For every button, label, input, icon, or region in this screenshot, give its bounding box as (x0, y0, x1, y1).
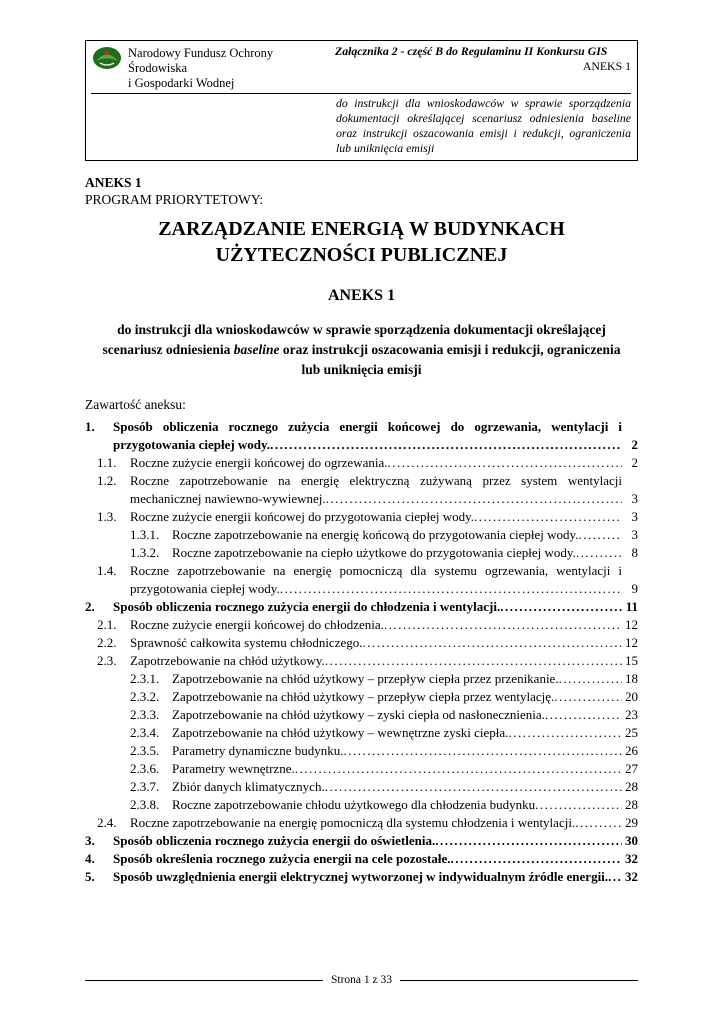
toc-entry-number: 2.3.6. (130, 760, 160, 776)
organization-name-line1: Narodowy Fundusz Ochrony Środowiska (128, 46, 274, 75)
toc-entry (97, 814, 638, 832)
toc-entry-text: Sposób obliczenia rocznego zużycia energii do oświetlenia. ..... (113, 833, 435, 848)
toc-entry (85, 598, 638, 616)
toc-entry-page: 25 (625, 724, 638, 740)
toc-entry-text: Roczne zapotrzebowanie na energię pomocniczą dla systemu chłodzenia i wentylacji. ..... (130, 815, 575, 830)
organization-name-line2: i Gospodarki Wodnej (128, 76, 235, 90)
toc-entry-page: 32 (625, 868, 638, 884)
toc-entry-body (113, 418, 622, 454)
toc-entry-text: Zapotrzebowanie na chłód użytkowy. ..... (130, 653, 325, 668)
footer-rule-right (400, 980, 638, 981)
toc-entry-page: 12 (625, 616, 638, 632)
toc-entry (85, 850, 638, 868)
subtitle-note (96, 320, 627, 381)
subtitle-note-after: oraz instrukcji oszacowania emisji i redukcji, ograniczenia lub uniknięcia emisji (279, 342, 621, 378)
toc-entry (97, 508, 638, 526)
program-heading: PROGRAM PRIORYTETOWY: (85, 192, 264, 208)
toc-entry-number: 2. (85, 598, 95, 614)
toc-entry-text: Parametry dynamiczne budynku. ..... (172, 743, 343, 758)
toc-entry-text: Zapotrzebowanie na chłód użytkowy – wewnętrzne zyski ciepła. ..... (172, 725, 508, 740)
toc-entry-number: 2.3.3. (130, 706, 160, 722)
toc-entry-number: 1. (85, 418, 95, 434)
toc-entry-body (130, 616, 622, 634)
toc-entry-body (113, 850, 622, 868)
toc-entry-body (130, 562, 622, 598)
document-title-line2: UŻYTECZNOŚCI PUBLICZNEJ (215, 243, 508, 266)
toc-entry-page: 11 (625, 598, 638, 614)
toc-entry-number: 2.2. (97, 634, 117, 650)
toc-entry (97, 454, 638, 472)
toc-entry-number: 2.4. (97, 814, 117, 830)
toc-entry-body (130, 472, 622, 508)
toc-entry (97, 652, 638, 670)
toc-entry (130, 760, 638, 778)
toc-entry-page: 3 (631, 490, 638, 506)
toc-entry-number: 1.4. (97, 562, 117, 578)
toc-entry-number: 2.3.8. (130, 796, 160, 812)
toc-entry (130, 688, 638, 706)
toc-entry-text: Parametry wewnętrzne. ..... (172, 761, 295, 776)
toc-entry-number: 2.1. (97, 616, 117, 632)
toc-entry (97, 562, 638, 598)
toc-entry-body (130, 508, 622, 526)
toc-entry (130, 526, 638, 544)
toc-entry-number: 3. (85, 832, 95, 848)
toc-entry-page: 9 (631, 580, 638, 596)
toc-entry (85, 832, 638, 850)
toc-entry-page: 26 (625, 742, 638, 758)
page-number: Strona 1 z 33 (331, 974, 393, 986)
toc-entry-number: 1.3. (97, 508, 117, 524)
document-title (85, 216, 638, 268)
toc-entry-number: 1.1. (97, 454, 117, 470)
toc-entry-page: 28 (625, 796, 638, 812)
toc-entry (130, 778, 638, 796)
toc-entry-page: 2 (631, 436, 638, 452)
toc-entry-body (130, 634, 622, 652)
toc-entry-text: Sposób uwzględnienia energii elektrycznej wytworzonej w indywidualnym źródle energii. ..... (113, 869, 608, 884)
header-note: do instrukcji dla wnioskodawców w sprawie sporządzenia dokumentacji określającej scenariusz odniesienia baseline oraz instrukcji oszacowania emisji i redukcji, ograniczenia lub uniknięcia emisji (336, 96, 631, 155)
toc-entry-number: 1.3.2. (130, 544, 160, 560)
document-header (85, 40, 638, 161)
toc-entry-number: 2.3. (97, 652, 117, 668)
toc-entry-body (113, 598, 622, 616)
organization-name (128, 44, 335, 91)
toc-entry-page: 20 (625, 688, 638, 704)
toc-entry-text: Roczne zapotrzebowanie na energię elektryczną zużywaną przez system wentylacji mechanicznej nawiewno-wywiewnej. ..... (130, 473, 622, 506)
toc-entry-page: 2 (631, 454, 638, 470)
toc-heading: Zawartość aneksu: (85, 396, 186, 412)
toc-entry-text: Zbiór danych klimatycznych. ..... (172, 779, 325, 794)
document-reference: Załącznika 2 - część B do Regulaminu II Konkursu GIS (335, 44, 608, 58)
toc-entry-text: Roczne zapotrzebowanie na ciepło użytkowe do przygotowania ciepłej wody. ..... (172, 545, 576, 560)
toc-entry-number: 2.3.5. (130, 742, 160, 758)
toc-entry-body (113, 868, 622, 886)
toc-list (85, 418, 638, 886)
toc-entry-text: Sposób obliczenia rocznego zużycia energii końcowej do ogrzewania, wentylacji i przygotowania ciepłej wody. ..... (113, 419, 622, 452)
toc-entry-page: 32 (625, 850, 638, 866)
header-right-block (335, 44, 631, 74)
toc-entry (97, 616, 638, 634)
toc-entry-body (113, 832, 622, 850)
toc-entry-text: Zapotrzebowanie na chłód użytkowy – zyski ciepła od nasłonecznienia. ..... (172, 707, 545, 722)
subtitle-note-baseline: baseline (233, 342, 280, 358)
toc-entry-text: Roczne zużycie energii końcowej do chłodzenia. ..... (130, 617, 384, 632)
toc-entry-text: Sprawność całkowita systemu chłodniczego. ..... (130, 635, 363, 650)
toc-entry-page: 23 (625, 706, 638, 722)
subtitle-note-before: do instrukcji dla wnioskodawców w sprawie sporządzenia dokumentacji określającej scenariusz odniesienia (102, 321, 606, 358)
toc-entry (130, 724, 638, 742)
toc-entry-page: 28 (625, 778, 638, 794)
nfosigw-logo-icon (92, 45, 122, 70)
toc-entry-body (172, 526, 622, 544)
toc-entry-number: 2.3.4. (130, 724, 160, 740)
toc-entry (130, 706, 638, 724)
toc-entry-text: Zapotrzebowanie na chłód użytkowy – przepływ ciepła przez wentylację. ..... (172, 689, 554, 704)
toc-entry-body (172, 796, 622, 814)
header-top-row (91, 44, 631, 94)
toc-entry-text: Roczne zużycie energii końcowej do przygotowania ciepłej wody. ..... (130, 509, 474, 524)
toc-entry-page: 27 (625, 760, 638, 776)
toc-entry (85, 868, 638, 886)
toc-entry-number: 1.2. (97, 472, 117, 488)
toc-entry (85, 418, 638, 454)
toc-entry-body (172, 724, 622, 742)
toc-entry-body (172, 670, 622, 688)
toc-entry (97, 472, 638, 508)
footer-rule-left (85, 980, 323, 981)
toc-entry-body (130, 454, 622, 472)
document-title-line1: ZARZĄDZANIE ENERGIĄ W BUDYNKACH (158, 217, 565, 240)
toc-entry-page: 3 (631, 508, 638, 524)
toc-entry-body (172, 688, 622, 706)
toc-entry-number: 2.3.7. (130, 778, 160, 794)
toc-entry-body (172, 778, 622, 796)
toc-entry-page: 18 (625, 670, 638, 686)
page-footer (85, 974, 638, 986)
toc-entry-body (172, 760, 622, 778)
toc-entry (130, 796, 638, 814)
subtitle-annex: ANEKS 1 (327, 286, 396, 304)
toc-entry-number: 2.3.1. (130, 670, 160, 686)
toc-entry-number: 1.3.1. (130, 526, 160, 542)
toc-entry (130, 544, 638, 562)
toc-entry-page: 12 (625, 634, 638, 650)
toc-entry-number: 2.3.2. (130, 688, 160, 704)
toc-entry (97, 634, 638, 652)
toc-entry-page: 15 (625, 652, 638, 668)
toc-entry-page: 8 (631, 544, 638, 560)
toc-entry-body (130, 652, 622, 670)
toc-entry-number: 5. (85, 868, 95, 884)
toc-entry-number: 4. (85, 850, 95, 866)
toc-entry-text: Sposób określenia rocznego zużycia energii na cele pozostałe. ..... (113, 851, 450, 866)
toc-entry-body (130, 814, 622, 832)
toc-entry-page: 29 (625, 814, 638, 830)
toc-entry-text: Roczne zapotrzebowanie na energię końcową do przygotowania ciepłej wody. ..... (172, 527, 578, 542)
annex-heading: ANEKS 1 (85, 174, 142, 190)
toc-entry (130, 670, 638, 688)
toc-entry-body (172, 742, 622, 760)
toc-entry-text: Roczne zużycie energii końcowej do ogrzewania. ..... (130, 455, 387, 470)
toc-entry-text: Sposób obliczenia rocznego zużycia energii do chłodzenia i wentylacji. ..... (113, 599, 500, 614)
toc-entry (130, 742, 638, 760)
toc-entry-page: 30 (625, 832, 638, 848)
toc-entry-page: 3 (631, 526, 638, 542)
toc-entry-text: Roczne zapotrzebowanie chłodu użytkowego dla chłodzenia budynku ..... (172, 797, 535, 812)
toc-entry-body (172, 706, 622, 724)
header-annex-label: ANEKS 1 (582, 58, 631, 73)
toc-entry-body (172, 544, 622, 562)
toc-entry-text: Roczne zapotrzebowanie na energię pomocniczą dla systemu ogrzewania, wentylacji i przygotowania ciepłej wody. ..... (130, 563, 622, 596)
toc-entry-text: Zapotrzebowanie na chłód użytkowy – przepływ ciepła przez przenikanie. ..... (172, 671, 559, 686)
